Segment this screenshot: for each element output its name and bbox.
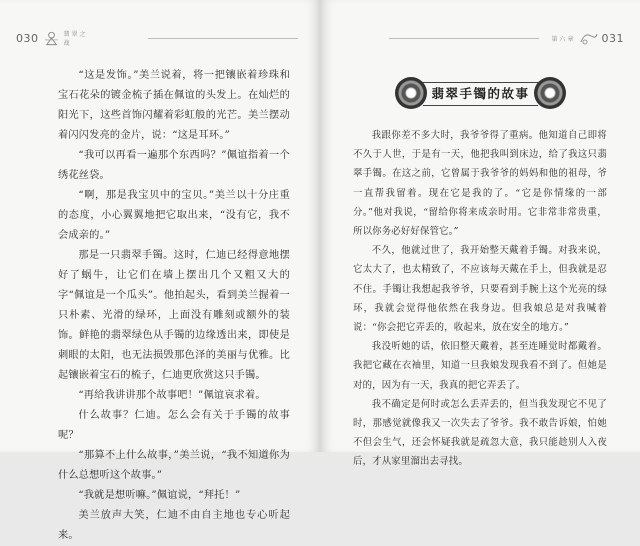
right-page-header	[320, 31, 624, 45]
paragraph: 美兰放声大笑，仁迪不由自主地也专心听起来。	[58, 510, 290, 541]
jade-medal-icon	[534, 77, 566, 109]
left-page	[0, 0, 320, 541]
paragraph: “那算不上什么故事，”美兰说，“我不知道你为什么总想听这个故事。”	[58, 450, 290, 481]
paragraph: 我不确定是何时或怎么丢弄丢的，但当我发现它不见了时，那感觉就像我又一次失去了爷爷。我不敢告诉娘，怕她不但会生气，还会怀疑我就是疏忽大意，我只能趁别人入夜后，才从家里溜出去寻找。	[353, 398, 607, 468]
running-head: 翡翠之战	[63, 31, 88, 47]
left-body-text	[58, 66, 290, 546]
right-page	[320, 0, 640, 468]
chapter-banner	[413, 74, 548, 112]
paragraph: “再给我讲讲那个故事吧！”佩谊哀求着。	[78, 390, 266, 401]
left-page-header	[16, 31, 306, 45]
header-divider	[389, 38, 539, 39]
paragraph: 不久，他就过世了，我开始整天戴着手镯。对我来说，它太大了，也太精致了，不应该每天戴在手上，但我就是忍不住。手镯让我想起我爷爷，只要看到手腕上这个光亮的绿环，我就会觉得他依然在我身边。但我娘总是对我喊着说：“你会把它弄丢的，收起来，放在安全的地方。”	[353, 245, 607, 334]
running-head: 第六章	[551, 35, 576, 43]
page-number: 031	[601, 31, 624, 45]
paragraph: “啊，那是我宝贝中的宝贝。”美兰以十分庄重的态度，小心翼翼地把它取出来，“没有它，我不会成亲的。”	[58, 190, 290, 241]
paragraph: 那是一只翡翠手镯。这时，仁迪已经得意地摆好了蜗牛，让它们在墙上摆出几个又粗又大的字“佩谊是一个瓜头”。他拍起头，看到美兰握着一只朴素、光滑的绿环，上面没有雕刻或额外的装饰。鲜艳的翡翠绿色从手镯的边缘透出来，即使是刺眼的太阳，也无法损毁那色泽的美丽与优雅。比起镶嵌着宝石的梳子，仁迪更欣赏这只手镯。	[58, 250, 290, 381]
paragraph: 什么故事？仁迪。怎么会有关于手镯的故事呢？	[58, 410, 290, 441]
paragraph: 我跟你差不多大时，我爷爷得了重病。他知道自己即将不久于人世，于是有一天，他把我叫到床边，给了我这只翡翠手镯。在这之前，它曾属于我爷爷的妈妈和他的祖母，爷一直帮我留着。现在它是我的了。“它是你情缘的一部分。”他对我说，“留给你将来成亲时用。它非常非常贵重，所以你务必好好保管它。”	[353, 130, 607, 238]
paragraph: “我可以再看一遍那个东西吗？”佩谊指着一个绣花丝袋。	[58, 150, 290, 181]
right-body-text	[353, 126, 607, 472]
mascot-icon	[42, 30, 61, 46]
paragraph: 我没听她的话，依旧整天戴着，甚至连睡觉时都戴着。我把它藏在衣袖里，知道一旦我娘发现我看不到了。但她是对的，因为有一天，我真的把它弄丢了。	[353, 341, 607, 391]
chapter-title: 翡翠手镯的故事	[431, 86, 530, 101]
header-divider	[148, 38, 298, 39]
paragraph: “我就是想听嘛。”佩谊说，“拜托！”	[78, 490, 241, 501]
paragraph: “这是发饰。”美兰说着，将一把镶嵌着珍珠和宝石花朵的镀金梳子插在佩谊的头发上。在灿烂的阳光下，这些首饰闪耀着彩虹般的光芒。美兰摆动着闪闪发亮的金片，说：“这是耳环。”	[58, 70, 290, 141]
page-number: 030	[16, 31, 39, 45]
mascot-icon	[579, 30, 599, 46]
